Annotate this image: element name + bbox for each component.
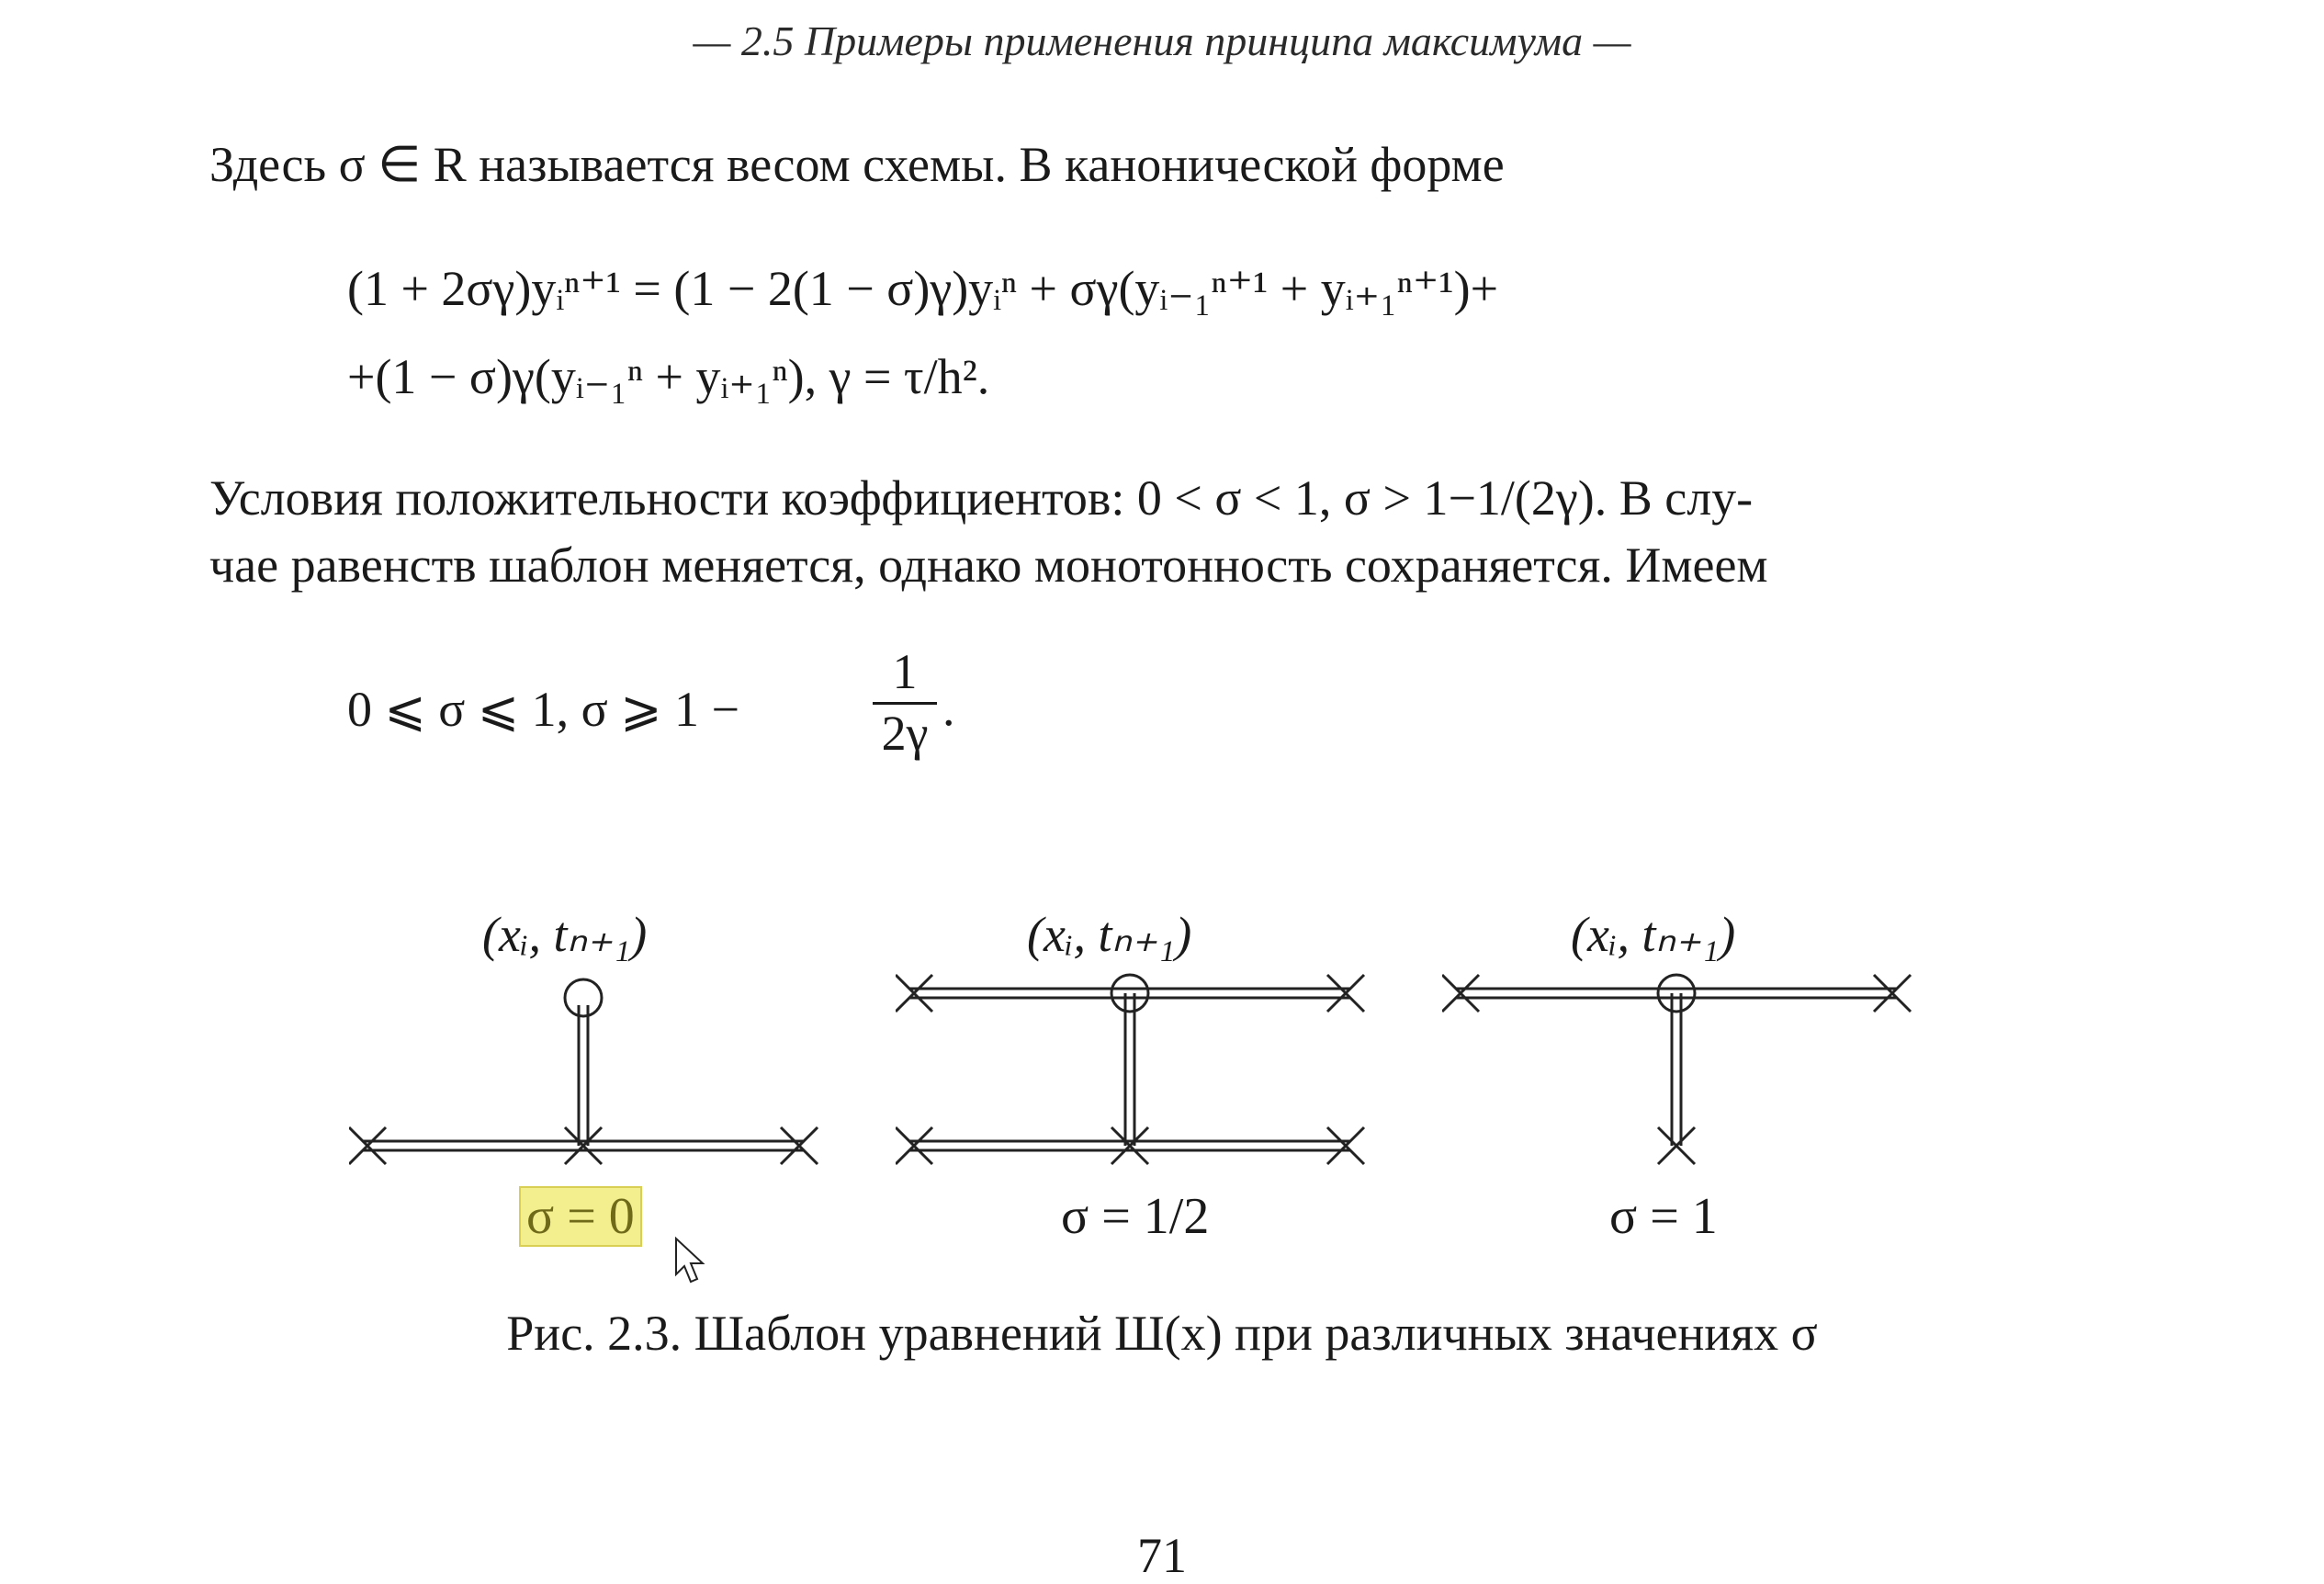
- stencil-1-diagram: [349, 974, 827, 1176]
- equation-sigma-bounds: [347, 680, 739, 738]
- stencil-3-sigma-label: σ = 1: [1609, 1188, 1718, 1245]
- stencil-1-node-label: (xᵢ, tₙ₊₁): [482, 907, 648, 962]
- running-header: — 2.5 Примеры применения принципа максимума —: [693, 17, 1631, 64]
- bounds-left: 0 ⩽ σ ⩽ 1, σ ⩾ 1 −: [347, 682, 739, 737]
- stencil-1-sigma-label: [519, 1187, 642, 1246]
- stencil-2-sigma-label: σ = 1/2: [1061, 1188, 1210, 1245]
- paragraph-positivity-line-2: чае равенств шаблон меняется, однако монотонность сохраняется. Имеем: [209, 537, 1768, 593]
- fraction: [873, 643, 937, 762]
- equation-canonical-line-2: +(1 − σ)γ(yᵢ₋₁ⁿ + yᵢ₊₁ⁿ), γ = τ/h².: [347, 349, 990, 404]
- stencil-3-node-label: (xᵢ, tₙ₊₁): [1571, 907, 1736, 962]
- fraction-denominator: 2γ: [881, 706, 929, 761]
- equation-canonical-line-1: (1 + 2σγ)yᵢⁿ⁺¹ = (1 − 2(1 − σ)γ)yᵢⁿ + σγ(yᵢ₋₁ⁿ⁺¹ + yᵢ₊₁ⁿ⁺¹)+: [347, 261, 1499, 316]
- fraction-numerator: 1: [892, 644, 918, 699]
- highlighted-sigma-zero: σ = 0: [519, 1186, 642, 1247]
- stencil-3-diagram: [1442, 969, 1920, 1176]
- stencil-2-node-label: (xᵢ, tₙ₊₁): [1027, 907, 1192, 962]
- stencil-2-diagram: [896, 969, 1373, 1176]
- paragraph-positivity-line-1: Условия положительности коэффициентов: 0 < σ < 1, σ > 1−1/(2γ). В слу-: [209, 470, 1754, 526]
- mouse-cursor-icon: [673, 1236, 710, 1286]
- figure-caption: Рис. 2.3. Шаблон уравнений Ш(x) при различных значениях σ: [506, 1306, 1818, 1361]
- bounds-period: .: [942, 681, 955, 736]
- paragraph-weight: Здесь σ ∈ R называется весом схемы. В канонической форме: [209, 137, 1505, 192]
- page-number: 71: [1137, 1528, 1187, 1583]
